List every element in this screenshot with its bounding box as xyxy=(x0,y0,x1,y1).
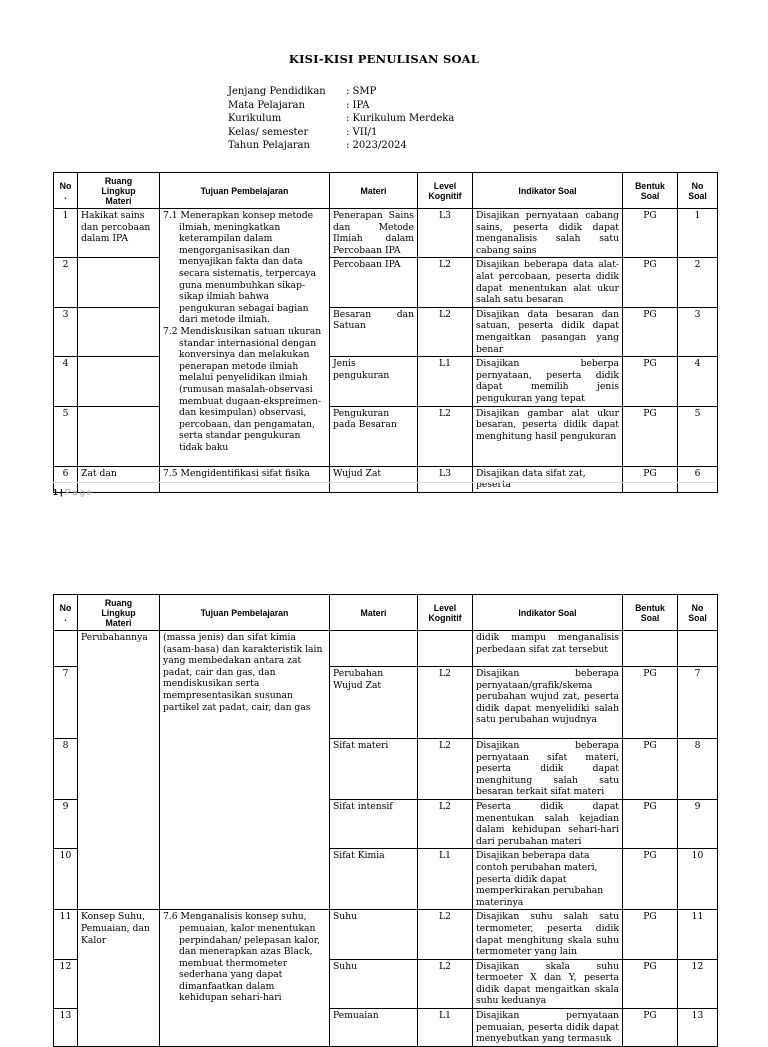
cell-indikator: Disajikan data besaran dan satuan, peserta didik dapat mengaitkan pasangan yang benar xyxy=(473,307,623,356)
cell-nosoal: 11 xyxy=(678,910,718,959)
cell-ruang xyxy=(78,406,160,466)
cell-no: 9 xyxy=(54,799,78,848)
table-row xyxy=(54,357,718,406)
cell-ruang: Zat dan xyxy=(78,466,160,492)
meta-row xyxy=(228,112,454,126)
cell-indikator: Disajikan beberpa pernyataan, peserta didik dapat memilih jenis pengukuran yang tepat xyxy=(473,357,623,406)
header-tujuan: Tujuan Pembelajaran xyxy=(160,173,330,209)
tujuan-item: 7.2 Mendiskusikan satuan ukuran standar internasional dengan konversinya dan melakukan penerapan metode ilmiah melalui penyelidikan ilmiah (rumusan masalah-observasi membuat dugaan-ekspreimen-dan kesimpulan) observasi, percobaan, dan pengamatan, serta standar pengukuran tidak baku xyxy=(163,325,322,453)
cell-level: L1 xyxy=(418,1009,473,1047)
document-title: KISI-KISI PENULISAN SOAL xyxy=(288,52,480,66)
header-nosoal: No Soal xyxy=(678,595,718,631)
cell-tujuan xyxy=(160,910,330,1047)
cell-materi: Jenis pengukuran xyxy=(330,357,418,406)
cell-no: 4 xyxy=(54,357,78,406)
table-row xyxy=(54,307,718,356)
cell-level: L3 xyxy=(418,209,473,258)
cell-bentuk: PG xyxy=(623,357,678,406)
footer-divider xyxy=(53,482,717,483)
cell-materi: Sifat Kimia xyxy=(330,849,418,910)
cell-materi: Pengukuran pada Besaran xyxy=(330,406,418,466)
cell-nosoal: 8 xyxy=(678,739,718,800)
table-row xyxy=(54,406,718,466)
cell-nosoal: 1 xyxy=(678,209,718,258)
cell-nosoal: 7 xyxy=(678,667,718,739)
cell-materi: Wujud Zat xyxy=(330,466,418,492)
meta-value: : Kurikulum Merdeka xyxy=(346,113,455,124)
table-row xyxy=(54,910,718,959)
cell-bentuk: PG xyxy=(623,910,678,959)
page-label: P a g e xyxy=(64,487,92,497)
meta-row xyxy=(228,139,454,153)
cell-nosoal: 12 xyxy=(678,959,718,1008)
kisi-kisi-table-page-1 xyxy=(53,172,718,493)
cell-no: 7 xyxy=(54,667,78,739)
table-header-row xyxy=(54,173,718,209)
cell-materi: Besaran dan Satuan xyxy=(330,307,418,356)
meta-label: Mata Pelajaran xyxy=(228,99,305,111)
header-ruang-lingkup: Ruang Lingkup Materi xyxy=(78,173,160,209)
cell-ruang xyxy=(78,357,160,406)
cell-level: L2 xyxy=(418,799,473,848)
cell-materi: Suhu xyxy=(330,959,418,1008)
cell-ruang: Konsep Suhu, Pemuaian, dan Kalor xyxy=(78,910,160,1047)
cell-level: L2 xyxy=(418,667,473,739)
header-indikator: Indikator Soal xyxy=(473,595,623,631)
table-row xyxy=(54,631,718,667)
cell-bentuk: PG xyxy=(623,799,678,848)
cell-indikator: Disajikan skala suhu termoeter X dan Y, peserta didik dapat mengaitkan skala suhu keduanya xyxy=(473,959,623,1008)
meta-value: : SMP xyxy=(346,86,377,97)
cell-nosoal: 5 xyxy=(678,406,718,466)
header-indikator: Indikator Soal xyxy=(473,173,623,209)
header-level: Level Kognitif xyxy=(418,173,473,209)
meta-row xyxy=(228,126,454,140)
meta-value: : VII/1 xyxy=(346,126,378,138)
cell-ruang: Hakikat sains dan percobaan dalam IPA xyxy=(78,209,160,258)
page-footer xyxy=(53,487,92,497)
cell-nosoal: 6 xyxy=(678,466,718,492)
cell-level: L1 xyxy=(418,849,473,910)
cell-tujuan: (massa jenis) dan sifat kimia (asam-basa) dan karakteristik lain yang membedakan antara zat padat, cair dan gas, dan mendiskusikan serta mempresentasikan susunan partikel zat padat, cair, dan gas xyxy=(160,631,330,910)
header-level: Level Kognitif xyxy=(418,595,473,631)
header-no: No . xyxy=(54,595,78,631)
table-row xyxy=(54,258,718,307)
document-meta xyxy=(228,85,454,153)
cell-level: L2 xyxy=(418,739,473,800)
cell-ruang xyxy=(78,258,160,307)
cell-no: 6 xyxy=(54,466,78,492)
cell-level: L2 xyxy=(418,307,473,356)
cell-no: 13 xyxy=(54,1009,78,1047)
cell-level: L2 xyxy=(418,910,473,959)
cell-materi: Percobaan IPA xyxy=(330,258,418,307)
cell-level: L2 xyxy=(418,258,473,307)
cell-no: 2 xyxy=(54,258,78,307)
kisi-kisi-table-page-2 xyxy=(53,594,718,1047)
cell-materi: Perubahan Wujud Zat xyxy=(330,667,418,739)
meta-row xyxy=(228,85,454,99)
table-row xyxy=(54,209,718,258)
cell-level: L1 xyxy=(418,357,473,406)
cell-level xyxy=(418,631,473,667)
meta-label: Kelas/ semester xyxy=(228,126,309,138)
cell-indikator: Disajikan beberapa pernyataan/grafik/skema perubahan wujud zat, peserta didik dapat menyelidiki salah satu perubahan wujudnya xyxy=(473,667,623,739)
cell-level: L2 xyxy=(418,406,473,466)
cell-indikator: Disajikan pernyataan pemuaian, peserta didik dapat menyebutkan yang termasuk xyxy=(473,1009,623,1047)
header-materi: Materi xyxy=(330,173,418,209)
tujuan-item: 7.6 Menganalisis konsep suhu, pemuaian, kalor menentukan perpindahan/ pelepasan kalor, dan menerapkan azas Black, membuat thermometer sederhana yang dapat dimanfaatkan dalam kehidupan sehari-hari xyxy=(163,911,321,1004)
cell-indikator: Disajikan beberapa data contoh perubahan materi, peserta didik dapat memperkirakan perubahan materinya xyxy=(473,849,623,910)
cell-bentuk: PG xyxy=(623,739,678,800)
cell-nosoal: 3 xyxy=(678,307,718,356)
cell-materi xyxy=(330,631,418,667)
header-ruang-lingkup: Ruang Lingkup Materi xyxy=(78,595,160,631)
cell-indikator: Disajikan gambar alat ukur besaran, peserta didik dapat menghitung hasil pengukuran xyxy=(473,406,623,466)
cell-no: 3 xyxy=(54,307,78,356)
cell-ruang xyxy=(78,307,160,356)
cell-nosoal xyxy=(678,631,718,667)
cell-indikator: Disajikan pernyataan cabang sains, peserta didik dapat menganalisis salah satu cabang sains xyxy=(473,209,623,258)
header-materi: Materi xyxy=(330,595,418,631)
cell-nosoal: 10 xyxy=(678,849,718,910)
cell-no: 12 xyxy=(54,959,78,1008)
cell-tujuan xyxy=(160,209,330,467)
cell-bentuk: PG xyxy=(623,849,678,910)
cell-no xyxy=(54,631,78,667)
cell-bentuk: PG xyxy=(623,466,678,492)
cell-no: 11 xyxy=(54,910,78,959)
cell-indikator: Disajikan data sifat zat, peserta xyxy=(473,466,623,492)
tujuan-item: 7.1 Menerapkan konsep metode ilmiah, meningkatkan keterampilan dalam mengorganisasikan dan menyajikan fakta dan data secara sistematis, terpercaya guna menumbuhkan sikap-sikap ilmiah bahwa pengukuran sebagai bagian dari metode ilmiah. xyxy=(163,210,316,326)
cell-nosoal: 2 xyxy=(678,258,718,307)
cell-bentuk: PG xyxy=(623,406,678,466)
meta-value: : 2023/2024 xyxy=(346,140,407,151)
cell-materi: Penerapan Sains dan Metode Ilmiah dalam Percobaan IPA xyxy=(330,209,418,258)
cell-nosoal: 13 xyxy=(678,1009,718,1047)
meta-label: Jenjang Pendidikan xyxy=(228,86,326,97)
header-bentuk: Bentuk Soal xyxy=(623,595,678,631)
cell-nosoal: 4 xyxy=(678,357,718,406)
cell-indikator: didik mampu menganalisis perbedaan sifat zat tersebut xyxy=(473,631,623,667)
cell-bentuk: PG xyxy=(623,209,678,258)
page-separator: | xyxy=(57,487,65,497)
cell-materi: Sifat materi xyxy=(330,739,418,800)
table-row xyxy=(54,466,718,492)
cell-indikator: Disajikan beberapa data alat-alat percobaan, peserta didik dapat menentukan alat ukur salah satu besaran xyxy=(473,258,623,307)
header-bentuk: Bentuk Soal xyxy=(623,173,678,209)
cell-ruang: Perubahannya xyxy=(78,631,160,910)
cell-level: L2 xyxy=(418,959,473,1008)
cell-bentuk: PG xyxy=(623,959,678,1008)
cell-no: 1 xyxy=(54,209,78,258)
cell-no: 8 xyxy=(54,739,78,800)
meta-value: : IPA xyxy=(346,99,370,111)
cell-bentuk: PG xyxy=(623,258,678,307)
meta-label: Tahun Pelajaran xyxy=(228,140,310,151)
cell-no: 5 xyxy=(54,406,78,466)
cell-bentuk: PG xyxy=(623,667,678,739)
cell-bentuk xyxy=(623,631,678,667)
page-number: 1 xyxy=(53,487,58,497)
meta-row xyxy=(228,99,454,113)
header-nosoal: No Soal xyxy=(678,173,718,209)
cell-no: 10 xyxy=(54,849,78,910)
cell-level: L3 xyxy=(418,466,473,492)
cell-materi: Suhu xyxy=(330,910,418,959)
cell-indikator: Disajikan beberapa pernyataan sifat materi, peserta didik dapat menghitung salah satu besaran terkait sifat materi xyxy=(473,739,623,800)
cell-tujuan: 7.5 Mengidentifikasi sifat fisika xyxy=(160,466,330,492)
cell-bentuk: PG xyxy=(623,307,678,356)
cell-bentuk: PG xyxy=(623,1009,678,1047)
table-header-row xyxy=(54,595,718,631)
cell-nosoal: 9 xyxy=(678,799,718,848)
meta-label: Kurikulum xyxy=(228,113,282,124)
header-tujuan: Tujuan Pembelajaran xyxy=(160,595,330,631)
header-no: No . xyxy=(54,173,78,209)
cell-materi: Sifat intensif xyxy=(330,799,418,848)
cell-materi: Pemuaian xyxy=(330,1009,418,1047)
cell-indikator: Disajikan suhu salah satu termometer, peserta didik dapat menghitung skala suhu termometer yang lain xyxy=(473,910,623,959)
cell-indikator: Peserta didik dapat menentukan salah kejadian dalam kehidupan sehari-hari dari perubahan materi xyxy=(473,799,623,848)
